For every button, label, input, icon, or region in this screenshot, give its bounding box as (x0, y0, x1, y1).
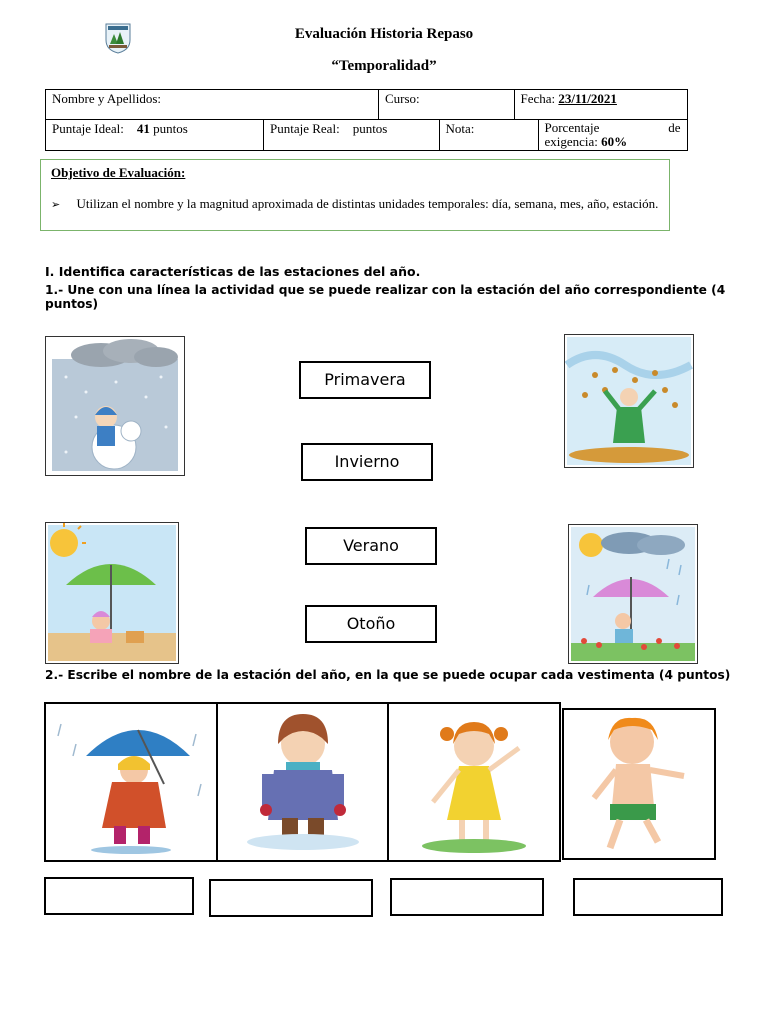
course-cell[interactable] (379, 90, 515, 120)
percent-label-de: de (668, 120, 681, 135)
winter-coat-image (216, 702, 390, 862)
ideal-score-cell (46, 120, 264, 151)
question2-text: 2.- Escribe el nombre de la estación del año, en la que se puede ocupar cada vestimenta (4 puntos) (45, 668, 731, 682)
season-box-verano[interactable]: Verano (305, 527, 437, 565)
grade-label: Nota: (445, 121, 475, 136)
spring-rain-image (568, 524, 698, 664)
season-box-invierno[interactable]: Invierno (301, 443, 433, 481)
rain-coat-image (44, 702, 218, 862)
date-cell (514, 90, 687, 120)
percent-value: 60% (601, 134, 628, 149)
bullet-icon: ➢ (51, 198, 61, 211)
real-score-unit: puntos (352, 121, 388, 136)
question1-text: 1.- Une con una línea la actividad que se puede realizar con la estación del año correspondiente (4 puntos) (45, 283, 726, 311)
real-score-label: Puntaje Real: (270, 121, 340, 136)
answer-box-2[interactable] (209, 879, 373, 917)
objective-text-block (51, 194, 659, 214)
page-title: Evaluación Historia Repaso (294, 26, 474, 42)
ideal-score-value: 41 (136, 121, 150, 136)
autumn-leaves-image (564, 334, 694, 468)
student-info-table (45, 89, 688, 151)
summer-dress-image (387, 702, 561, 862)
swimsuit-image (562, 708, 716, 860)
real-score-cell[interactable] (264, 120, 440, 151)
page-subtitle: “Temporalidad” (331, 58, 437, 74)
ideal-score-label: Puntaje Ideal: (52, 121, 124, 136)
season-box-primavera[interactable]: Primavera (299, 361, 431, 399)
answer-box-4[interactable] (573, 878, 723, 916)
percent-label-2: exigencia: (544, 134, 602, 149)
summer-beach-image (45, 522, 179, 664)
season-box-otono[interactable]: Otoño (305, 605, 437, 643)
name-cell[interactable] (46, 90, 379, 120)
section1-heading: I. Identifica características de las estaciones del año. (45, 264, 421, 279)
objective-text: Utilizan el nombre y la magnitud aproximada de distintas unidades temporales: día, semana, mes, año, estación. (76, 196, 659, 211)
name-label: Nombre y Apellidos: (52, 91, 162, 106)
percent-label-1: Porcentaje (544, 120, 600, 135)
objective-box (40, 159, 670, 231)
ideal-score-unit: puntos (149, 121, 188, 136)
date-value: 23/11/2021 (558, 91, 617, 106)
winter-snowman-image (45, 336, 185, 476)
percent-cell (538, 120, 687, 151)
answer-box-3[interactable] (390, 878, 544, 916)
objective-heading: Objetivo de Evaluación: (51, 165, 186, 180)
answer-box-1[interactable] (44, 877, 194, 915)
date-label: Fecha: (520, 91, 559, 106)
course-label: Curso: (385, 91, 420, 106)
grade-cell[interactable] (439, 120, 538, 151)
